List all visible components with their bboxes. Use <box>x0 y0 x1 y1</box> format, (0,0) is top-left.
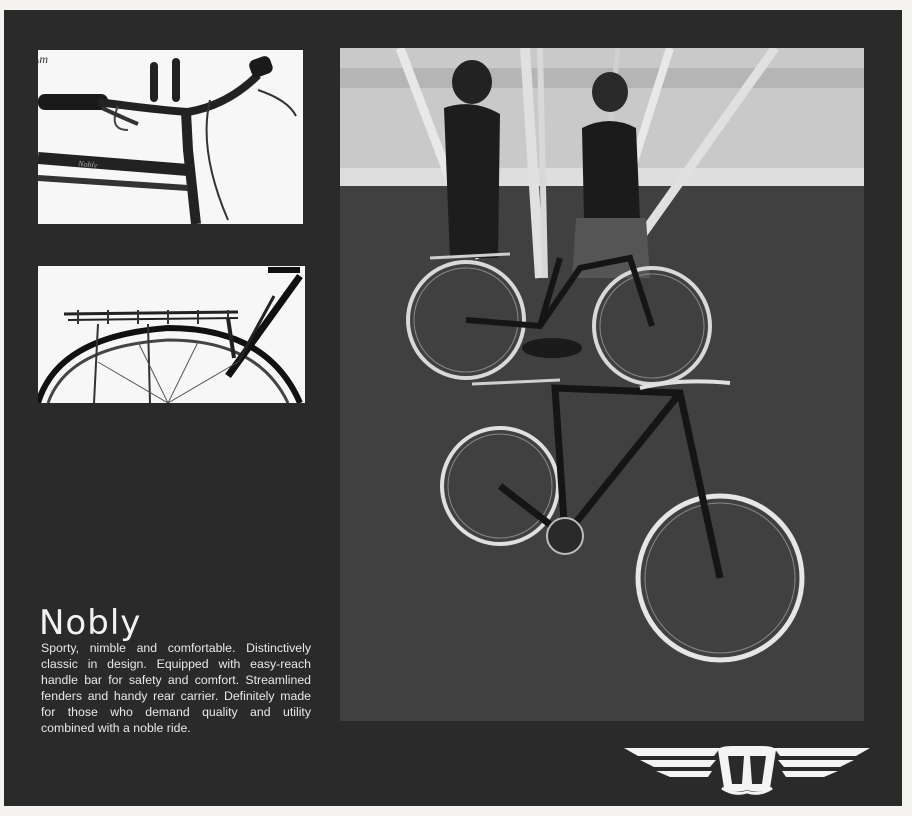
rear-carrier-detail-photo <box>38 266 305 403</box>
wings-icon <box>624 744 870 796</box>
main-bicycles-photo <box>340 48 864 721</box>
svg-text:Nobly: Nobly <box>77 159 98 170</box>
winged-emblem-logo <box>624 744 870 796</box>
bicycles-scene-illustration <box>340 48 864 721</box>
rear-carrier-illustration <box>38 266 305 403</box>
handlebar-illustration <box>38 50 303 224</box>
product-title: Nobly <box>39 602 142 643</box>
handwritten-mark: \m <box>36 52 48 66</box>
handlebar-detail-photo <box>38 50 303 224</box>
product-description: Sporty, nimble and comfortable. Distinctively classic in design. Equipped with easy-reach handle bar for safety and comfort. Streamlined fenders and handy rear carrier. Definitely made for those who demand quality and utility combined with a noble ride. <box>41 641 311 736</box>
